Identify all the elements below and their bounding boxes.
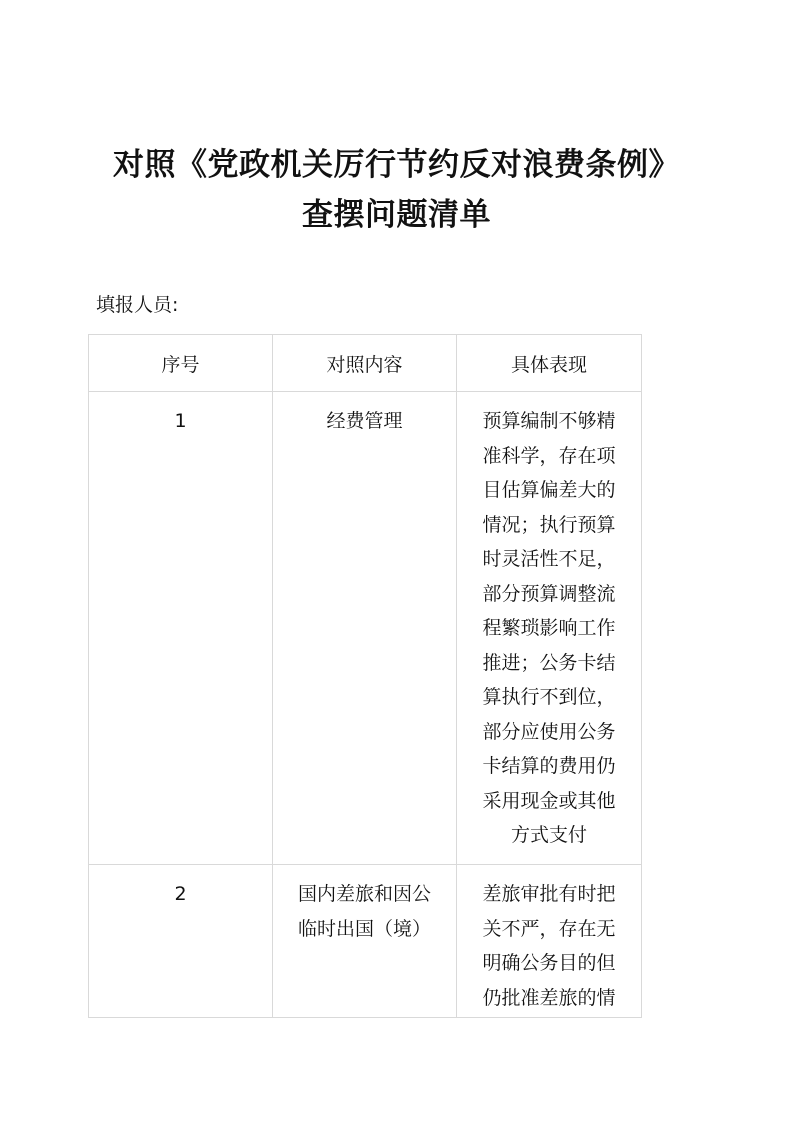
issue-table xyxy=(88,334,642,1018)
table-header-row xyxy=(89,335,642,392)
row-number: 2 xyxy=(174,883,187,905)
row-item: 国内差旅和因公临时出国（境） xyxy=(297,883,431,940)
row-number-cell xyxy=(89,865,273,1018)
row-item: 经费管理 xyxy=(326,410,403,432)
title-line-1: 对照《党政机关厉行节约反对浪费条例》 xyxy=(113,147,680,183)
row-number-cell xyxy=(89,392,273,865)
header-no: 序号 xyxy=(89,335,273,392)
header-detail: 具体表现 xyxy=(457,335,642,392)
row-detail: 差旅审批有时把关不严，存在无明确公务目的但仍批准差旅的情 xyxy=(482,883,616,1009)
row-detail: 预算编制不够精准科学，存在项目估算偏差大的情况；执行预算时灵活性不足，部分预算调整流程繁琐影响工作推进；公务卡结算执行不到位，部分应使用公务卡结算的费用仍采用现金或其他方式支付 xyxy=(482,410,616,846)
table-row xyxy=(89,865,642,1018)
table-row xyxy=(89,392,642,865)
row-item-cell xyxy=(273,392,457,865)
row-detail-cell xyxy=(457,865,642,1018)
row-item-cell xyxy=(273,865,457,1018)
filler-label: 填报人员: xyxy=(96,294,179,316)
row-detail-cell xyxy=(457,392,642,865)
header-item: 对照内容 xyxy=(273,335,457,392)
title-line-2: 查摆问题清单 xyxy=(302,197,491,233)
document-title xyxy=(0,140,793,240)
row-number: 1 xyxy=(174,410,187,432)
